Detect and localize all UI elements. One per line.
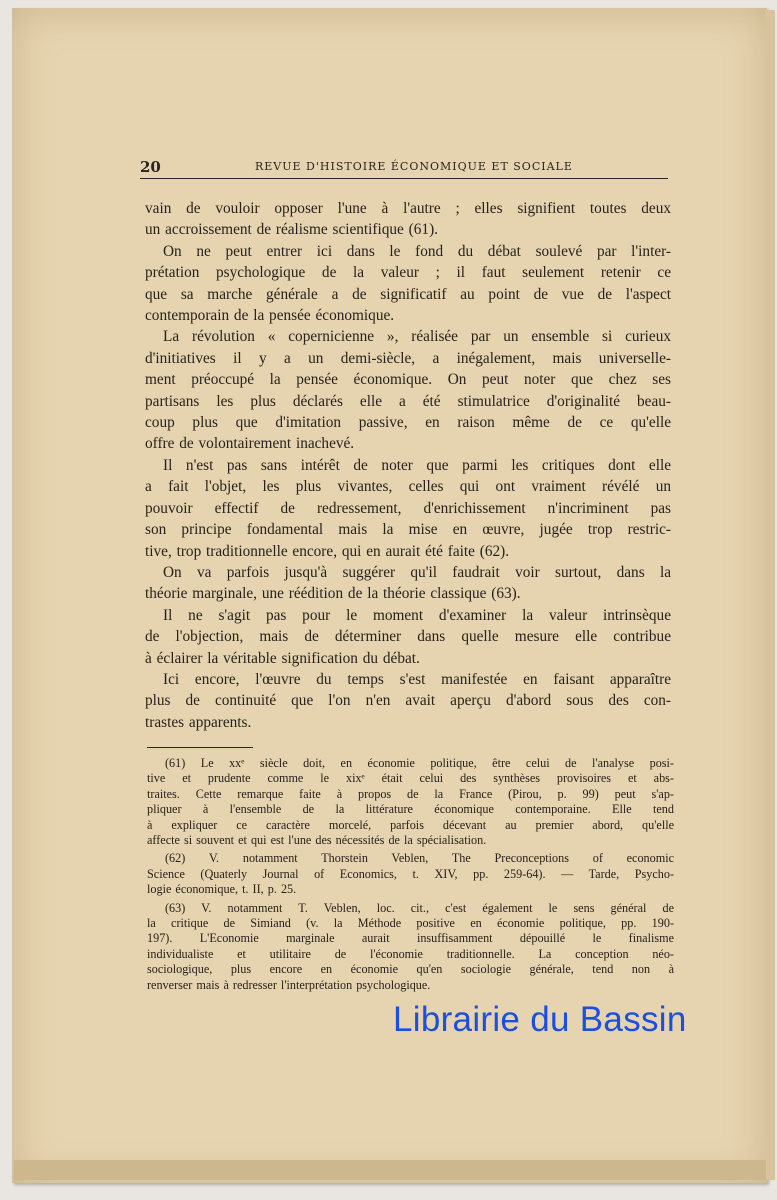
page-bottom-edge	[14, 1160, 766, 1180]
footnote-line: pliquer à l'ensemble de la littérature économique contemporaine. Elle tend	[147, 802, 674, 817]
body-text	[145, 198, 671, 733]
text-line: un accroissement de réalisme scientifique (61).	[145, 221, 438, 239]
footnote	[147, 851, 674, 897]
footnote-rule	[147, 747, 253, 748]
text-line: prétation psychologique de la valeur ; il faut seulement retenir ce	[145, 264, 671, 282]
footnote	[147, 901, 674, 993]
text-line: son principe fondamental mais la mise en œuvre, jugée trop restric-	[145, 521, 671, 539]
text-line: vain de vouloir opposer l'une à l'autre ; elles signifient toutes deux	[145, 200, 671, 217]
footnote-line: renverser mais à redresser l'interprétation psychologique.	[147, 977, 431, 992]
text-line: Il ne s'agit pas pour le moment d'examiner la valeur intrinsèque	[163, 606, 671, 624]
footnote-line: traites. Cette remarque faite à propos de la France (Pirou, p. 99) peut s'ap-	[147, 786, 674, 801]
footnote-line: (61) Le xxᵉ siècle doit, en économie politique, être celui de l'analyse posi-	[165, 756, 674, 770]
text-line: On va parfois jusqu'à suggérer qu'il faudrait voir surtout, dans la	[163, 563, 671, 581]
text-line: que sa marche générale a de significatif au point de vue de l'aspect	[145, 285, 671, 303]
paragraph	[145, 455, 671, 562]
text-line: pouvoir effectif de redressement, d'enrichissement n'incriminent pas	[145, 499, 671, 517]
text-line: tive, trop traditionnelle encore, qui en aurait été faite (62).	[145, 542, 510, 560]
text-line: de l'objection, mais de déterminer dans quelle mesure elle contribue	[145, 628, 671, 646]
footnotes	[147, 756, 674, 996]
paragraph	[145, 326, 671, 454]
running-title: REVUE D'HISTOIRE ÉCONOMIQUE ET SOCIALE	[255, 160, 573, 173]
page-edge	[765, 10, 775, 1180]
text-line: offre de volontairement inachevé.	[145, 435, 355, 453]
footnote-line: (63) V. notamment T. Veblen, loc. cit., c'est également le sens général de	[165, 900, 674, 915]
page-number: 20	[140, 158, 161, 176]
paragraph	[145, 562, 671, 605]
text-line: contemporain de la pensée économique.	[145, 307, 395, 325]
footnote-line: à expliquer ce caractère morcelé, parfois décevant au premier abord, qu'elle	[147, 817, 674, 832]
text-line: On ne peut entrer ici dans le fond du débat soulevé par l'inter-	[163, 242, 671, 260]
paragraph	[145, 605, 671, 669]
footnote-line: sociologique, plus encore en économie qu'en sociologie générale, tend non à	[147, 962, 674, 977]
text-line: partisans les plus déclarés elle a été stimulatrice d'originalité beau-	[145, 392, 671, 410]
footnote-line: individualiste et utilitaire de l'économie traditionnelle. La conception néo-	[147, 946, 674, 961]
paragraph	[145, 669, 671, 733]
text-line: coup plus que d'imitation passive, en raison même de ce qu'elle	[145, 414, 671, 432]
footnote-line: logie économique, t. II, p. 25.	[147, 882, 297, 897]
text-line: La révolution « copernicienne », réalisée par un ensemble si curieux	[163, 328, 671, 346]
text-line: Il n'est pas sans intérêt de noter que parmi les critiques dont elle	[163, 456, 671, 474]
text-line: d'initiatives il y a un demi-siècle, a inégalement, mais universelle-	[145, 349, 671, 367]
text-line: Ici encore, l'œuvre du temps s'est manifestée en faisant apparaître	[163, 670, 671, 688]
footnote-line: Science (Quaterly Journal of Economics, t. XIV, pp. 259-64). — Tarde, Psycho-	[147, 866, 674, 881]
running-header	[140, 158, 668, 179]
text-line: plus de continuité que l'on n'en avait aperçu d'abord sous des con-	[145, 692, 671, 710]
footnote-line: affecte si souvent et qui est l'une des nécessités de la spécialisation.	[147, 833, 487, 848]
text-line: à éclairer la véritable signification du débat.	[145, 649, 420, 667]
footnote-line: la critique de Simiand (v. la Méthode positive en économie politique, pp. 190-	[147, 916, 674, 931]
text-line: trastes apparents.	[145, 713, 252, 731]
text-line: ment préoccupé la pensée économique. On peut noter que chez ses	[145, 371, 671, 389]
text-line: a fait l'objet, les plus vivantes, celles qui ont vraiment révélé un	[145, 478, 671, 496]
text-line: théorie marginale, une réédition de la théorie classique (63).	[145, 585, 521, 603]
footnote	[147, 756, 674, 848]
footnote-line: tive et prudente comme le xixᵉ était celui des synthèses provisoires et abs-	[147, 771, 674, 786]
footnote-line: (62) V. notamment Thorstein Veblen, The Preconceptions of economic	[165, 851, 674, 866]
paragraph	[145, 241, 671, 327]
footnote-line: 197). L'Economie marginale aurait insuffisamment dépouillé le finalisme	[147, 931, 674, 946]
watermark: Librairie du Bassin	[393, 1000, 687, 1039]
paragraph	[145, 198, 671, 241]
